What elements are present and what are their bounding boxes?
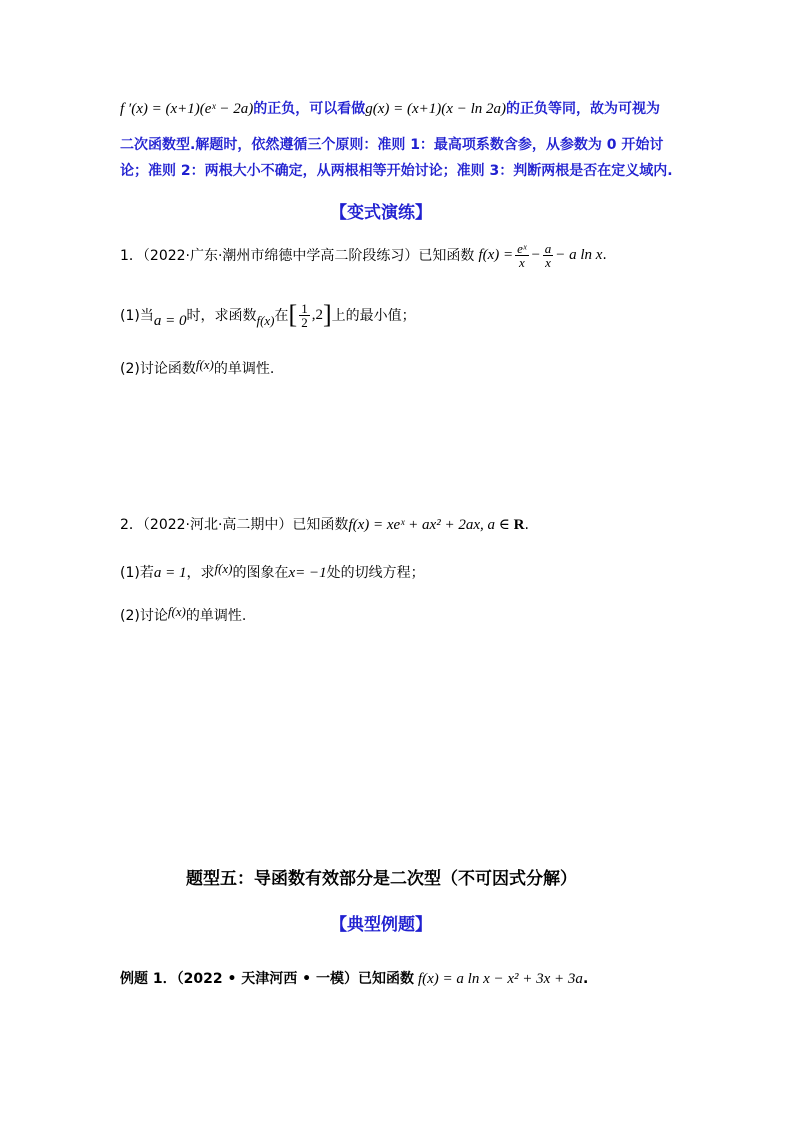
interval-fraction: $\frac{1}{2}$ xyxy=(301,300,308,330)
problem-1-part-2 xyxy=(120,358,274,378)
problem-2-part-2-tail: 的单调性. xyxy=(185,608,247,624)
problem-1-part-1 xyxy=(120,298,416,332)
problem-1-part-1-label: (1)当 xyxy=(120,308,154,324)
problem-1-tail: − a ln x xyxy=(555,246,603,263)
interval-upper: ,2 xyxy=(311,306,323,323)
problem-2-part-2 xyxy=(120,605,246,625)
problem-2-part-1-text: ，求 xyxy=(186,565,215,581)
problem-2-formula: f(x) = xeˣ + ax² + 2ax, a ∈ xyxy=(348,517,514,533)
problem-2-real-set: R xyxy=(513,517,525,533)
derivative-formula: f ′(x) = (x+1)(eˣ − 2a) xyxy=(120,101,254,117)
example-1-formula: f(x) = a ln x − x² + 3x + 3a xyxy=(417,971,583,987)
g-formula: g(x) = (x+1)(x − ln 2a) xyxy=(365,101,506,117)
problem-1-stem xyxy=(120,238,607,272)
problem-2-part-1-condition: a = 1 xyxy=(153,565,187,581)
problem-1-part-2-label: (2)讨论函数 xyxy=(120,361,196,377)
problem-1-frac-a: $\frac{a}{x}$ xyxy=(544,240,552,270)
problem-1-part-1-in: 在 xyxy=(274,308,289,324)
problem-1-end: . xyxy=(602,247,607,263)
problem-2-part-1-tail: 处的切线方程； xyxy=(326,565,425,581)
problem-2-part-1-point: x= −1 xyxy=(288,565,327,581)
section-title-type-five: 题型五：导函数有效部分是二次型（不可因式分解） xyxy=(186,869,577,889)
problem-1-prefix: 1．（2022·广东·潮州市绵德中学高二阶段练习）已知函数 xyxy=(120,248,475,264)
problem-1-part-1-condition: a = 0 xyxy=(153,312,187,329)
problem-2-part-1-graph: 的图象在 xyxy=(232,565,289,581)
intro-line-2: 二次函数型.解题时，依然遵循三个原则：准则 1：最高项系数含参，从参数为 0 开始讨 xyxy=(120,137,664,153)
intro-line-3: 论；准则 2：两根大小不确定，从两根相等开始讨论；准则 3：判断两根是否在定义域内. xyxy=(120,163,673,179)
problem-2-part-2-func: f(x) xyxy=(167,604,186,619)
problem-1-frac-exp: $\frac{\text{eˣ}}{x}$ xyxy=(517,240,527,270)
problem-2-part-2-label: (2)讨论 xyxy=(120,608,168,624)
problem-1-part-1-func: f(x) xyxy=(256,313,275,328)
problem-1-part-2-func: f(x) xyxy=(195,357,214,372)
section-title-examples: 【典型例题】 xyxy=(330,915,432,935)
intro-line-1 xyxy=(120,98,660,118)
intro-text-a: 的正负，可以看做 xyxy=(253,101,366,117)
problem-2-part-1-label: (1)若 xyxy=(120,565,154,581)
problem-2-prefix: 2．（2022·河北·高二期中）已知函数 xyxy=(120,517,349,533)
example-1-end: . xyxy=(582,971,589,987)
example-1-stem xyxy=(120,968,588,988)
problem-2-stem xyxy=(120,514,529,534)
problem-1-minus: − xyxy=(530,246,541,263)
section-title-variants: 【变式演练】 xyxy=(330,203,432,223)
interval-left-bracket: [ xyxy=(288,300,298,329)
problem-1-part-2-tail: 的单调性. xyxy=(213,361,275,377)
problem-2-part-1 xyxy=(120,562,425,582)
problem-1-part-1-text: 时，求函数 xyxy=(186,308,257,324)
problem-1-func-lhs: f(x) = xyxy=(478,246,514,263)
problem-2-end: . xyxy=(524,517,529,533)
problem-2-part-1-func: f(x) xyxy=(214,561,233,576)
problem-1-part-1-tail: 上的最小值； xyxy=(331,308,416,324)
interval-right-bracket: ] xyxy=(322,300,332,329)
intro-text-b: 的正负等同，故为可视为 xyxy=(505,101,660,117)
example-1-prefix: 例题 1．（2022 • 天津河西 • 一模）已知函数 xyxy=(120,971,414,987)
